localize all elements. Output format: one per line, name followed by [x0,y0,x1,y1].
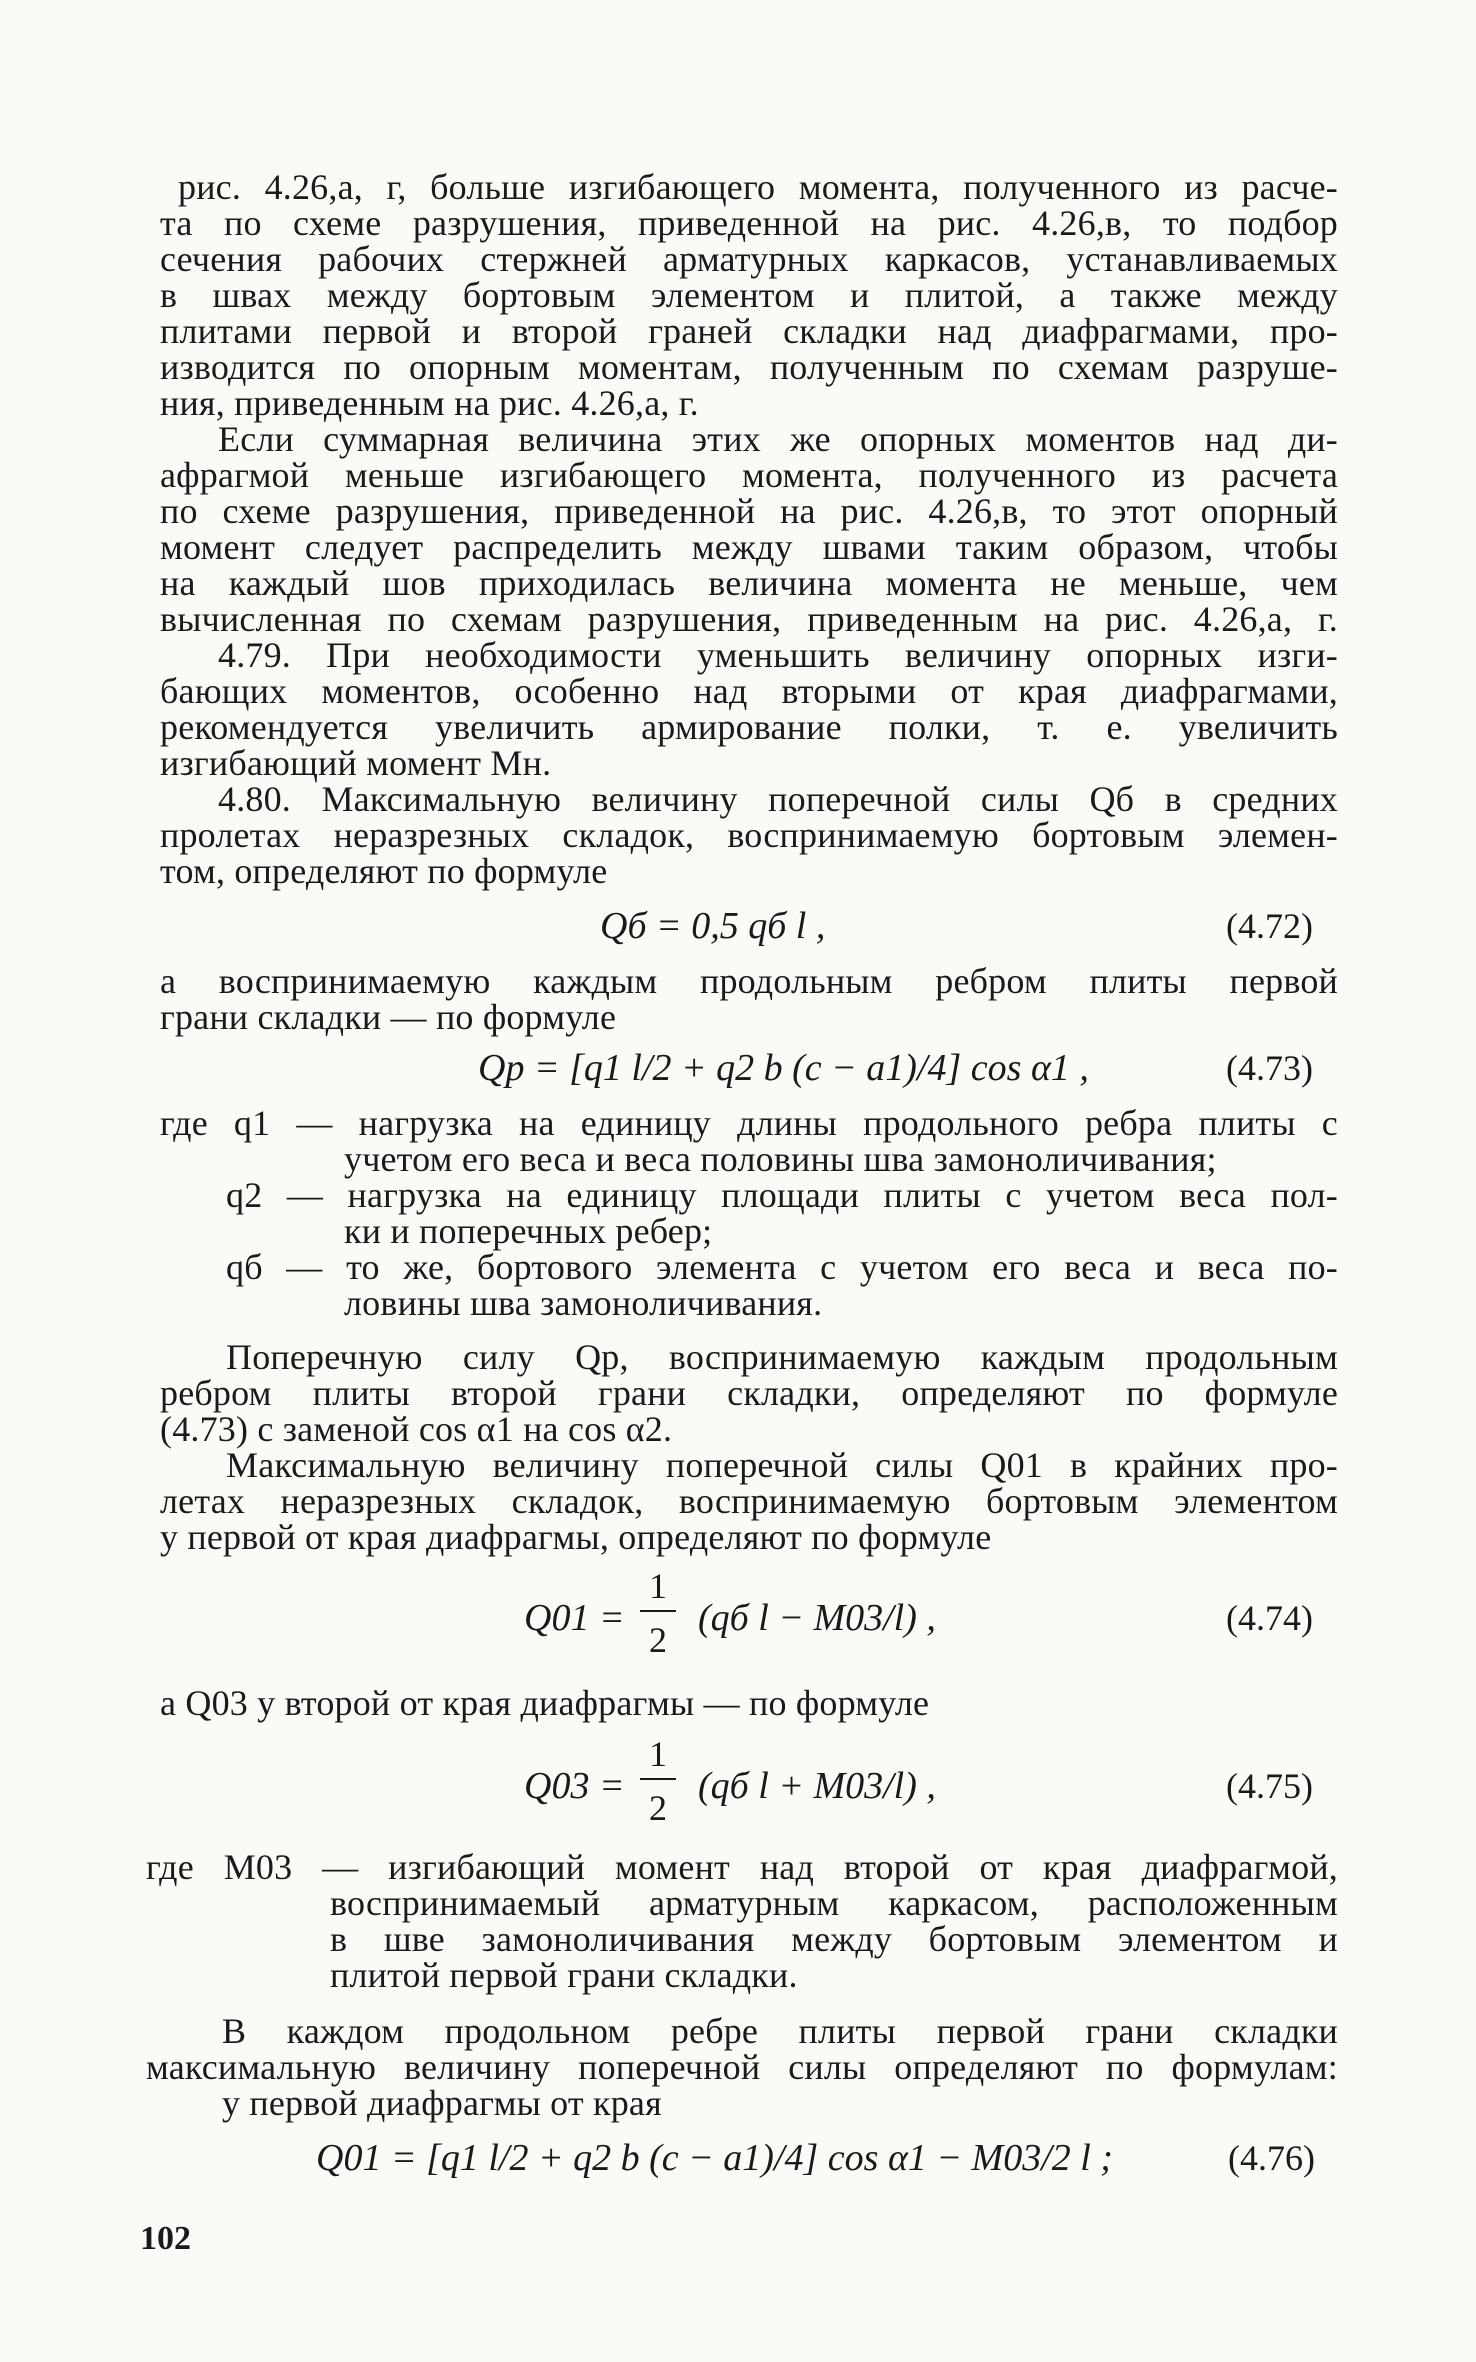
text-line: у первой от края диафрагмы, определяют по формуле [160,1517,992,1557]
equation-number: (4.74) [1226,1598,1313,1638]
text-line: где q1 — нагрузка на единицу длины продольного ребра плиты с [160,1103,1338,1143]
equation-body: Qб = 0,5 qб l , [600,905,826,947]
text-line: 4.80. Максимальную величину поперечной силы Qб в средних [218,779,1338,819]
text-line: воспринимаемый арматурным каркасом, расположенным [330,1883,1338,1923]
text-line: Максимальную величину поперечной силы Q01 в крайних про- [226,1445,1338,1485]
equation-number: (4.75) [1226,1766,1313,1806]
text-line: пролетах неразрезных складок, воспринимаемую бортовым элемен- [160,815,1338,855]
text-line: та по схеме разрушения, приведенной на рис. 4.26,в, то подбор [160,203,1338,243]
text-line: в швах между бортовым элементом и плитой, а также между [160,275,1338,315]
text-line: В каждом продольном ребре плиты первой грани складки [222,2011,1338,2051]
equation-number: (4.73) [1226,1048,1313,1088]
fraction-denominator: 2 [649,1620,667,1660]
text-line: грани складки — по формуле [160,997,617,1037]
text-line: где M03 — изгибающий момент над второй от края диафрагмой, [146,1847,1338,1887]
text-line: Поперечную силу Qр, воспринимаемую каждым продольным [226,1337,1338,1377]
equation-lhs: Q01 = [524,1597,625,1639]
text-line: а Q03 у второй от края диафрагмы — по формуле [160,1683,930,1723]
text-line: бающих моментов, особенно над вторыми от края диафрагмами, [160,671,1338,711]
text-line: 4.79. При необходимости уменьшить величину опорных изги- [218,635,1338,675]
text-line: в шве замоноличивания между бортовым элементом и [330,1919,1338,1959]
text-line: ловины шва замоноличивания. [344,1283,823,1323]
text-line: рис. 4.26,а, г, больше изгибающего момента, полученного из расче- [178,167,1338,207]
equation-number: (4.76) [1228,2138,1315,2178]
text-line: изгибающий момент Мн. [160,743,552,783]
text-line: максимальную величину поперечной силы определяют по формулам: [146,2047,1338,2087]
text-line: по схеме разрушения, приведенной на рис. 4.26,в, то этот опорный [160,491,1338,531]
text-line: том, определяют по формуле [160,851,608,891]
text-line: (4.73) с заменой cos α1 на cos α2. [160,1409,673,1449]
text-line: рекомендуется увеличить армирование полки, т. е. увеличить [160,707,1338,747]
page-number: 102 [140,2220,191,2257]
fraction-bar [640,1778,676,1780]
text-line: плитами первой и второй граней складки над диафрагмами, про- [160,311,1338,351]
text-line: Если суммарная величина этих же опорных моментов над ди- [218,419,1338,459]
text-line: афрагмой меньше изгибающего момента, полученного из расчета [160,455,1338,495]
equation-rhs: (qб l + M03/l) , [698,1765,936,1807]
text-line: qб — то же, бортового элемента с учетом его веса и веса по- [226,1247,1338,1287]
fraction-numerator: 1 [649,1734,667,1774]
fraction-bar [640,1610,676,1612]
text-line: ки и поперечных ребер; [344,1211,713,1251]
equation-body: Q01 = [q1 l/2 + q2 b (c − a1)/4] cos α1 − M03/2 l ; [316,2137,1113,2179]
text-line: q2 — нагрузка на единицу площади плиты с учетом веса пол- [226,1175,1338,1215]
text-line: вычисленная по схемам разрушения, приведенным на рис. 4.26,а, г. [160,599,1338,639]
text-line: ребром плиты второй грани складки, определяют по формуле [160,1373,1338,1413]
text-line: а воспринимаемую каждым продольным ребром плиты первой [160,961,1338,1001]
fraction-denominator: 2 [649,1788,667,1828]
text-line: на каждый шов приходилась величина момента не меньше, чем [160,563,1338,603]
text-line: летах неразрезных складок, воспринимаемую бортовым элементом [160,1481,1338,1521]
equation-rhs: (qб l − M03/l) , [698,1597,936,1639]
text-line: изводится по опорным моментам, полученным по схемам разруше- [160,347,1338,387]
fraction-numerator: 1 [649,1566,667,1606]
text-line: момент следует распределить между швами таким образом, чтобы [160,527,1338,567]
equation-number: (4.72) [1226,906,1313,946]
equation-lhs: Q03 = [524,1765,625,1807]
equation-body: Qр = [q1 l/2 + q2 b (c − a1)/4] cos α1 , [478,1047,1089,1089]
text-line: сечения рабочих стержней арматурных каркасов, устанавливаемых [160,239,1338,279]
text-line: учетом его веса и веса половины шва замоноличивания; [344,1139,1217,1179]
text-line: ния, приведенным на рис. 4.26,а, г. [160,383,699,423]
text-line: плитой первой грани складки. [330,1955,798,1995]
text-line: у первой диафрагмы от края [222,2083,662,2123]
